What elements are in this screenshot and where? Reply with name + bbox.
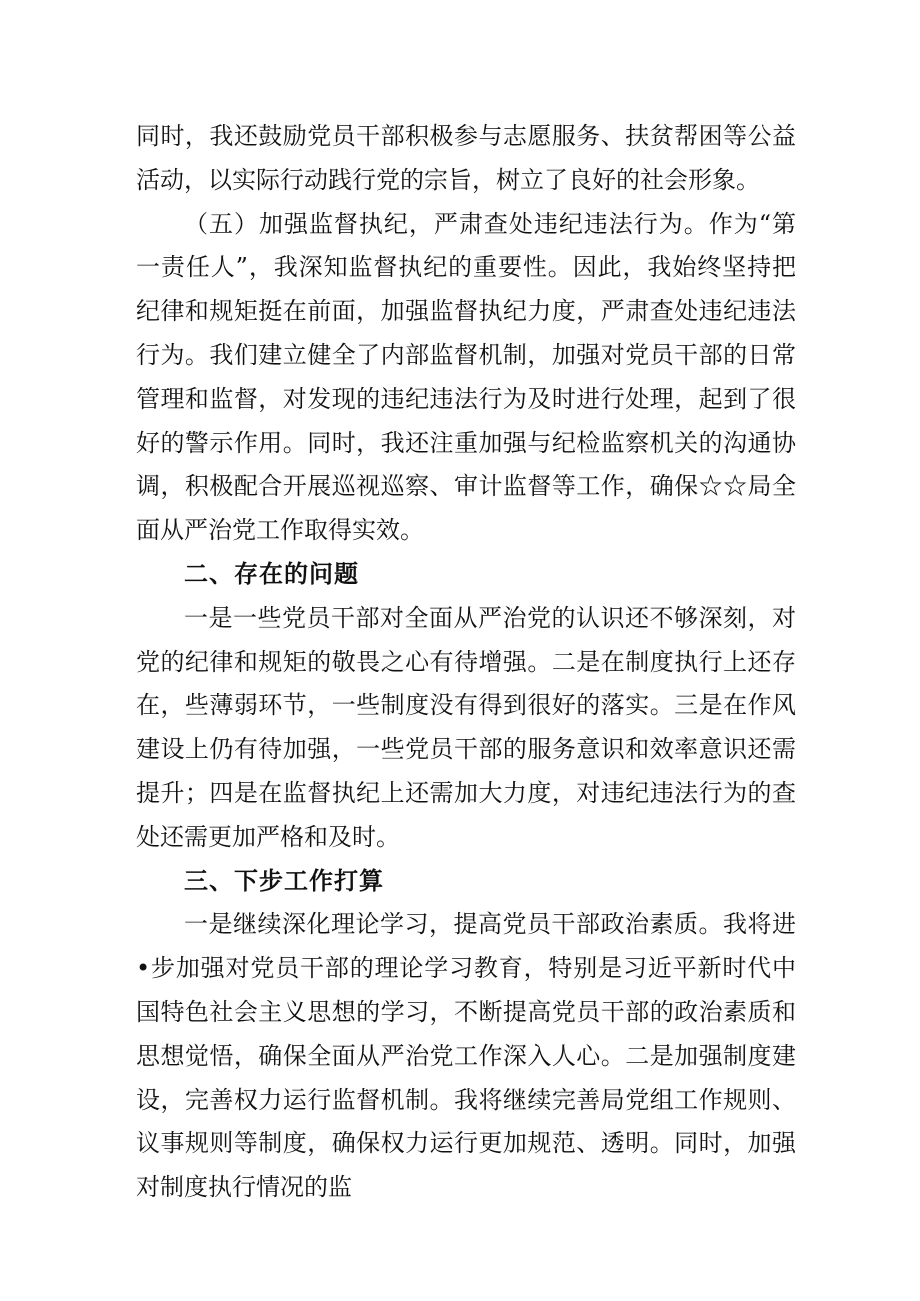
section-heading-problems: 二、存在的问题 <box>184 559 359 588</box>
paragraph-problems: 一是一些党员干部对全面从严治党的认识还不够深刻，对党的纪律和规矩的敬畏之心有待增强。二是在制度执行上还存在，些薄弱环节，一些制度没有得到很好的落实。三是在作风建设上仍有待加强，一些党员干部的服务意识和效率意识还需提升；四是在监督执纪上还需加大力度，对违纪违法行为的查处还需更加严格和及时。 <box>136 603 796 851</box>
section-heading-next-steps: 三、下步工作打算 <box>184 866 384 895</box>
document-body <box>136 115 796 1210</box>
paragraph-next-steps: 一是继续深化理论学习，提高党员干部政治素质。我将进•步加强对党员干部的理论学习教育，特别是习近平新时代中国特色社会主义思想的学习，不断提高党员干部的政治素质和思想觉悟，确保全面从严治党工作深入人心。二是加强制度建设，完善权力运行监督机制。我将继续完善局党组工作规则、议事规则等制度，确保权力运行更加规范、透明。同时，加强对制度执行情况的监 <box>136 910 796 1202</box>
paragraph-continuation: 同时，我还鼓励党员干部积极参与志愿服务、扶贫帮困等公益活动，以实际行动践行党的宗旨，树立了良好的社会形象。 <box>136 122 796 194</box>
paragraph-supervision: （五）加强监督执纪，严肃查处违纪违法行为。作为“第一责任人”，我深知监督执纪的重要性。因此，我始终坚持把纪律和规矩挺在前面，加强监督执纪力度，严肃查处违纪违法行为。我们建立健全了内部监督机制，加强对党员干部的日常管理和监督，对发现的违纪违法行为及时进行处理，起到了很好的警示作用。同时，我还注重加强与纪检监察机关的沟通协调，积极配合开展巡视巡察、审计监督等工作，确保☆☆局全面从严治党工作取得实效。 <box>136 209 796 545</box>
